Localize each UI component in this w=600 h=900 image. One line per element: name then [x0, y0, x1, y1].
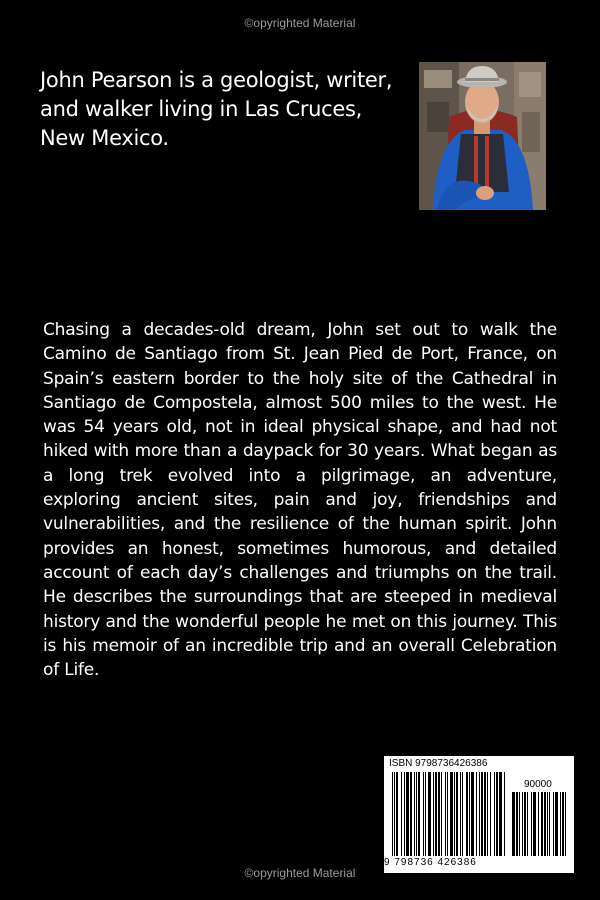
price-code: 90000: [524, 779, 552, 790]
copyright-watermark-bottom: ©opyrighted Material: [244, 866, 356, 880]
author-photo: [419, 62, 546, 210]
copyright-watermark-top: ©opyrighted Material: [244, 16, 356, 30]
author-bio: John Pearson is a geologist, writer, and walker living in Las Cruces, New Mexico.: [40, 68, 393, 150]
isbn-barcode: [384, 756, 574, 873]
barcode-digits: 9 798736 426386: [384, 857, 477, 868]
barcode-bars: [384, 756, 574, 873]
isbn-label: ISBN 9798736426386: [389, 758, 488, 769]
book-blurb: Chasing a decades-old dream, John set out to walk the Camino de Santiago from St. Jean Pied de Port, France, on Spain’s eastern border to the holy site of the Cathedral in Santiago de Compostela, almost 500 miles to the west. He was 54 years old, not in ideal physical shape, and had not hiked with more than a daypack for 30 years. What began as a long trek evolved into a pilgrimage, an adventure, exploring ancient sites, pain and joy, friendships and vulnerabilities, and the resilience of the human spirit. John provides an honest, sometimes humorous, and detailed account of each day’s challenges and triumphs on the trail. He describes the surroundings that are steeped in medieval history and the wonderful people he met on this journey. This is his memoir of an incredible trip and an overall Celebration of Life.: [43, 320, 557, 681]
